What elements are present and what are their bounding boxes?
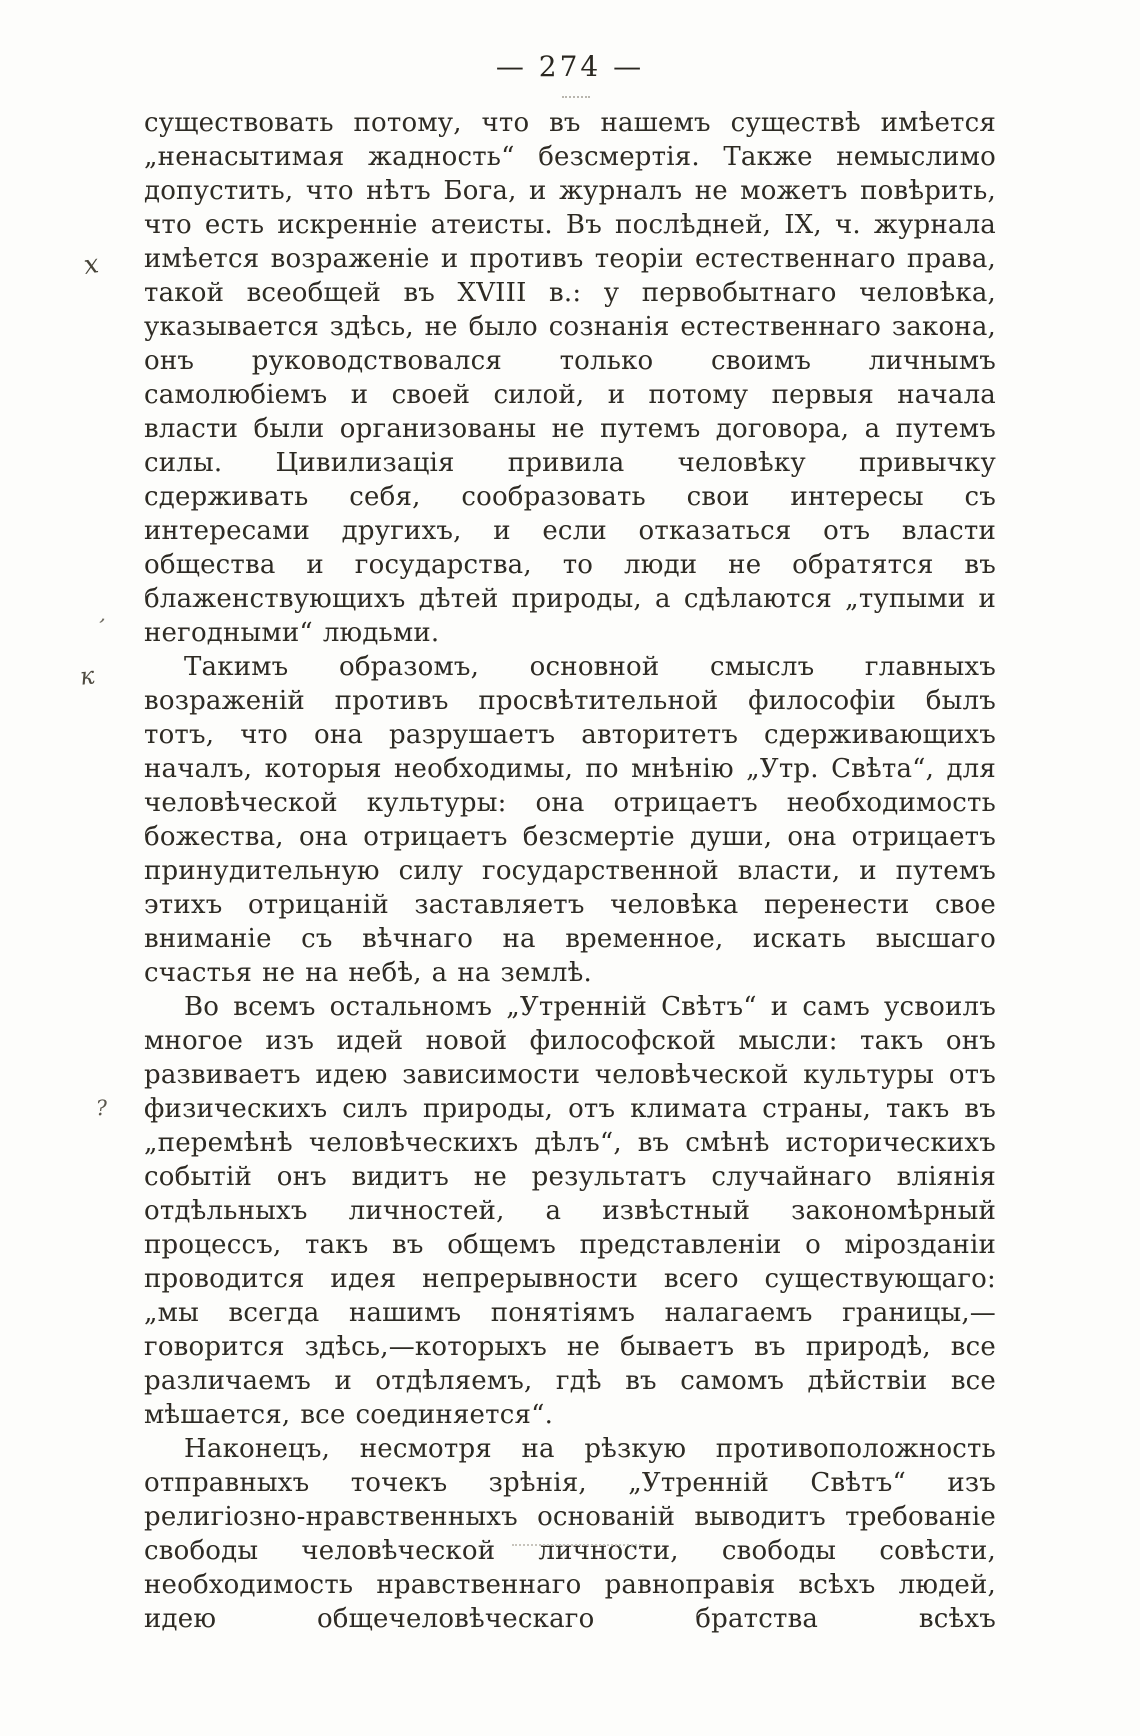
scan-speckle-top [562, 96, 590, 98]
paragraph-1: существовать потому, что въ нашемъ существѣ имѣется „ненасытимая жадность“ безсмертія. Также немыслимо допустить, что нѣтъ Бога, и журналъ не можетъ повѣрить, что есть искренніе атеисты. Въ послѣдней, IX, ч. журнала имѣется возраженіе и противъ теоріи естественнаго права, такой всеобщей въ XVIII в.: у первобытнаго человѣка, указывается здѣсь, не было сознанія естественнаго закона, онъ руководствовался только своимъ личнымъ самолюбіемъ и своей силой, и потому первыя начала власти были организованы не путемъ договора, а путемъ силы. Цивилизація привила человѣку привычку сдерживать себя, сообразовать свои интересы съ интересами другихъ, и если отказаться отъ власти общества и государства, то люди не обратятся въ блаженствующихъ дѣтей природы, а сдѣлаются „тупыми и негодными“ людьми. [144, 108, 996, 648]
paragraph-3: Во всемъ остальномъ „Утренній Свѣтъ“ и самъ усвоилъ многое изъ идей новой философской мысли: такъ онъ развиваетъ идею зависимости человѣческой культуры отъ физическихъ силъ природы, отъ климата страны, такъ въ „перемѣнѣ человѣческихъ дѣлъ“, въ смѣнѣ историческихъ событій онъ видитъ не результатъ случайнаго вліянія отдѣльныхъ личностей, а извѣстный закономѣрный процессъ, такъ въ общемъ представленіи о мірозданіи проводится идея непрерывности всего существующаго: „мы всегда нашимъ понятіямъ налагаемъ границы,—говорится здѣсь,—которыхъ не бываетъ въ природѣ, все различаемъ и отдѣляемъ, гдѣ въ самомъ дѣйствіи все мѣшается, все соединяется“. [144, 992, 996, 1430]
handwritten-x-mark: х [81, 249, 101, 281]
paragraph-2: Такимъ образомъ, основной смыслъ главныхъ возраженій противъ просвѣтительной философіи былъ тотъ, что она разрушаетъ авторитетъ сдерживающихъ началъ, которыя необходимы, по мнѣнію „Утр. Свѣта“, для человѣческой культуры: она отрицаетъ необходимость божества, она отрицаетъ безсмертіе души, она отрицаетъ принудительную силу государственной власти, и путемъ этихъ отрицаній заставляетъ человѣка перенести свое вниманіе съ вѣчнаго на временное, искать высшаго счастья не на небѣ, а на землѣ. [144, 652, 996, 988]
scan-speckle-bottom [512, 1544, 644, 1546]
handwritten-tick-mark: ʼ [94, 613, 106, 639]
page-header [144, 50, 996, 83]
paragraph-4: Наконецъ, несмотря на рѣзкую противоположность отправныхъ точекъ зрѣнія, „Утренній Свѣтъ“ изъ религіозно-нравственныхъ основаній выводитъ требованіе свободы человѣческой личности, свободы совѣсти, необходимость нравственнаго равноправія всѣхъ людей, идею общечеловѣческаго братства всѣхъ [144, 1434, 996, 1634]
page-number: — 274 — [495, 50, 645, 83]
text-block [144, 106, 996, 1636]
handwritten-question-mark: ? [95, 1095, 109, 1121]
handwritten-k-mark: к [78, 661, 96, 691]
